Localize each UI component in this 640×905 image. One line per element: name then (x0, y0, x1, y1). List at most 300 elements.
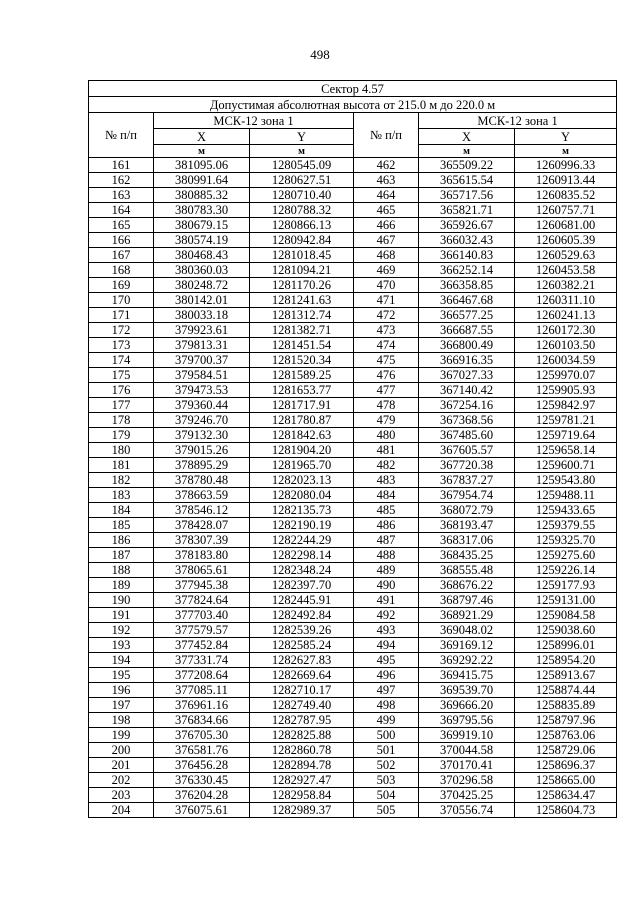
y-value-left: 1280627.51 (250, 173, 354, 188)
point-number-left: 201 (89, 758, 154, 773)
point-number-left: 184 (89, 503, 154, 518)
y-value-right: 1260103.50 (515, 338, 617, 353)
y-value-left: 1280788.32 (250, 203, 354, 218)
x-value-right: 365717.56 (419, 188, 515, 203)
point-number-right: 484 (354, 488, 419, 503)
point-number-left: 169 (89, 278, 154, 293)
x-value-left: 377208.64 (154, 668, 250, 683)
table-row (89, 518, 617, 533)
y-value-right: 1258797.96 (515, 713, 617, 728)
point-number-right: 478 (354, 398, 419, 413)
x-value-right: 369666.20 (419, 698, 515, 713)
x-value-left: 380468.43 (154, 248, 250, 263)
table-row (89, 698, 617, 713)
x-value-left: 378183.80 (154, 548, 250, 563)
x-unit-left: м (154, 145, 250, 158)
x-value-left: 378307.39 (154, 533, 250, 548)
y-value-left: 1281842.63 (250, 428, 354, 443)
y-value-right: 1259038.60 (515, 623, 617, 638)
y-value-right: 1259433.65 (515, 503, 617, 518)
point-number-left: 196 (89, 683, 154, 698)
point-number-right: 464 (354, 188, 419, 203)
x-value-left: 376330.45 (154, 773, 250, 788)
y-value-right: 1260835.52 (515, 188, 617, 203)
y-value-left: 1281312.74 (250, 308, 354, 323)
x-value-right: 368555.48 (419, 563, 515, 578)
table-row (89, 638, 617, 653)
x-value-left: 377452.84 (154, 638, 250, 653)
x-value-right: 368435.25 (419, 548, 515, 563)
index-header-right: № п/п (354, 113, 419, 158)
table-row (89, 458, 617, 473)
x-value-left: 379246.70 (154, 413, 250, 428)
table-row (89, 338, 617, 353)
x-value-left: 376581.76 (154, 743, 250, 758)
table-row (89, 578, 617, 593)
table-row (89, 773, 617, 788)
point-number-left: 202 (89, 773, 154, 788)
point-number-right: 491 (354, 593, 419, 608)
y-value-right: 1259970.07 (515, 368, 617, 383)
y-value-left: 1281451.54 (250, 338, 354, 353)
x-value-right: 367254.16 (419, 398, 515, 413)
y-value-left: 1282989.37 (250, 803, 354, 818)
y-value-left: 1281520.34 (250, 353, 354, 368)
x-value-left: 379923.61 (154, 323, 250, 338)
y-value-left: 1282023.13 (250, 473, 354, 488)
point-number-left: 199 (89, 728, 154, 743)
table-row (89, 293, 617, 308)
table-row (89, 503, 617, 518)
point-number-right: 499 (354, 713, 419, 728)
x-value-left: 379700.37 (154, 353, 250, 368)
point-number-right: 490 (354, 578, 419, 593)
x-value-left: 380360.03 (154, 263, 250, 278)
x-value-left: 378428.07 (154, 518, 250, 533)
point-number-right: 475 (354, 353, 419, 368)
y-value-left: 1282894.78 (250, 758, 354, 773)
point-number-left: 173 (89, 338, 154, 353)
x-value-left: 379473.53 (154, 383, 250, 398)
point-number-right: 483 (354, 473, 419, 488)
x-value-right: 370044.58 (419, 743, 515, 758)
y-value-left: 1281780.87 (250, 413, 354, 428)
point-number-left: 191 (89, 608, 154, 623)
table-row (89, 728, 617, 743)
x-value-left: 376834.66 (154, 713, 250, 728)
x-value-right: 367140.42 (419, 383, 515, 398)
point-number-right: 489 (354, 563, 419, 578)
y-value-left: 1282539.26 (250, 623, 354, 638)
point-number-left: 200 (89, 743, 154, 758)
y-value-left: 1282627.83 (250, 653, 354, 668)
coordinate-rows (89, 158, 617, 818)
table-row (89, 173, 617, 188)
x-value-right: 365615.54 (419, 173, 515, 188)
point-number-left: 185 (89, 518, 154, 533)
point-number-left: 176 (89, 383, 154, 398)
y-value-right: 1259905.93 (515, 383, 617, 398)
point-number-right: 500 (354, 728, 419, 743)
point-number-left: 179 (89, 428, 154, 443)
x-value-right: 368193.47 (419, 518, 515, 533)
y-value-right: 1259084.58 (515, 608, 617, 623)
point-number-right: 505 (354, 803, 419, 818)
x-value-left: 376456.28 (154, 758, 250, 773)
table-row (89, 758, 617, 773)
y-value-left: 1280942.84 (250, 233, 354, 248)
x-value-right: 366800.49 (419, 338, 515, 353)
table-row (89, 383, 617, 398)
x-value-left: 376961.16 (154, 698, 250, 713)
y-value-right: 1258604.73 (515, 803, 617, 818)
point-number-right: 498 (354, 698, 419, 713)
x-value-right: 365821.71 (419, 203, 515, 218)
x-value-left: 376705.30 (154, 728, 250, 743)
y-value-right: 1260913.44 (515, 173, 617, 188)
point-number-right: 476 (354, 368, 419, 383)
point-number-right: 503 (354, 773, 419, 788)
y-value-right: 1260996.33 (515, 158, 617, 173)
y-value-right: 1260241.13 (515, 308, 617, 323)
y-value-left: 1281653.77 (250, 383, 354, 398)
x-value-left: 380783.30 (154, 203, 250, 218)
point-number-right: 497 (354, 683, 419, 698)
point-number-right: 463 (354, 173, 419, 188)
table-row (89, 668, 617, 683)
x-value-left: 380248.72 (154, 278, 250, 293)
x-value-right: 366467.68 (419, 293, 515, 308)
x-value-right: 368072.79 (419, 503, 515, 518)
x-value-right: 368921.29 (419, 608, 515, 623)
x-value-right: 370296.58 (419, 773, 515, 788)
y-value-left: 1280710.40 (250, 188, 354, 203)
x-value-right: 367837.27 (419, 473, 515, 488)
y-value-right: 1258954.20 (515, 653, 617, 668)
y-value-right: 1260311.10 (515, 293, 617, 308)
y-value-right: 1259842.97 (515, 398, 617, 413)
x-value-right: 369415.75 (419, 668, 515, 683)
point-number-right: 487 (354, 533, 419, 548)
point-number-right: 480 (354, 428, 419, 443)
point-number-right: 501 (354, 743, 419, 758)
table-row (89, 653, 617, 668)
x-header-right: X (419, 129, 515, 145)
point-number-left: 182 (89, 473, 154, 488)
point-number-right: 485 (354, 503, 419, 518)
point-number-left: 189 (89, 578, 154, 593)
y-value-right: 1258913.67 (515, 668, 617, 683)
x-value-right: 366252.14 (419, 263, 515, 278)
x-value-right: 369169.12 (419, 638, 515, 653)
y-value-left: 1282397.70 (250, 578, 354, 593)
table-row (89, 188, 617, 203)
y-value-right: 1260529.63 (515, 248, 617, 263)
table-row (89, 443, 617, 458)
table-row (89, 203, 617, 218)
x-value-right: 369795.56 (419, 713, 515, 728)
point-number-left: 190 (89, 593, 154, 608)
point-number-left: 161 (89, 158, 154, 173)
point-number-right: 468 (354, 248, 419, 263)
y-value-left: 1282749.40 (250, 698, 354, 713)
table-row (89, 158, 617, 173)
table-row (89, 413, 617, 428)
y-value-left: 1282135.73 (250, 503, 354, 518)
y-value-right: 1258665.00 (515, 773, 617, 788)
y-value-right: 1259658.14 (515, 443, 617, 458)
x-value-right: 367485.60 (419, 428, 515, 443)
point-number-left: 194 (89, 653, 154, 668)
y-unit-right: м (515, 145, 617, 158)
sector-title: Сектор 4.57 (89, 81, 617, 97)
y-header-right: Y (515, 129, 617, 145)
table-row (89, 743, 617, 758)
point-number-left: 171 (89, 308, 154, 323)
y-header-left: Y (250, 129, 354, 145)
y-value-left: 1280545.09 (250, 158, 354, 173)
point-number-left: 163 (89, 188, 154, 203)
table-row (89, 623, 617, 638)
point-number-right: 473 (354, 323, 419, 338)
y-value-left: 1281241.63 (250, 293, 354, 308)
y-value-right: 1258729.06 (515, 743, 617, 758)
table-row (89, 233, 617, 248)
x-value-right: 368797.46 (419, 593, 515, 608)
table-row (89, 803, 617, 818)
point-number-right: 481 (354, 443, 419, 458)
point-number-right: 471 (354, 293, 419, 308)
x-value-right: 367605.57 (419, 443, 515, 458)
point-number-left: 197 (89, 698, 154, 713)
x-value-right: 368676.22 (419, 578, 515, 593)
x-value-left: 378546.12 (154, 503, 250, 518)
x-value-left: 380142.01 (154, 293, 250, 308)
y-value-left: 1282080.04 (250, 488, 354, 503)
point-number-right: 466 (354, 218, 419, 233)
y-value-right: 1258696.37 (515, 758, 617, 773)
height-limit-caption: Допустимая абсолютная высота от 215.0 м до 220.0 м (89, 97, 617, 113)
x-value-left: 376204.28 (154, 788, 250, 803)
x-value-left: 379132.30 (154, 428, 250, 443)
x-value-left: 377331.74 (154, 653, 250, 668)
table-row (89, 218, 617, 233)
x-value-left: 377579.57 (154, 623, 250, 638)
y-value-left: 1281904.20 (250, 443, 354, 458)
table-row (89, 473, 617, 488)
x-header-left: X (154, 129, 250, 145)
x-unit-right: м (419, 145, 515, 158)
y-value-right: 1258835.89 (515, 698, 617, 713)
y-value-right: 1259325.70 (515, 533, 617, 548)
table-row (89, 248, 617, 263)
x-value-right: 369539.70 (419, 683, 515, 698)
point-number-left: 165 (89, 218, 154, 233)
point-number-right: 479 (354, 413, 419, 428)
table-row (89, 533, 617, 548)
point-number-left: 174 (89, 353, 154, 368)
point-number-right: 486 (354, 518, 419, 533)
point-number-left: 193 (89, 638, 154, 653)
table-row (89, 278, 617, 293)
point-number-right: 495 (354, 653, 419, 668)
x-value-left: 380033.18 (154, 308, 250, 323)
y-value-right: 1259379.55 (515, 518, 617, 533)
y-value-left: 1282927.47 (250, 773, 354, 788)
point-number-left: 175 (89, 368, 154, 383)
point-number-right: 469 (354, 263, 419, 278)
point-number-left: 198 (89, 713, 154, 728)
point-number-right: 496 (354, 668, 419, 683)
y-value-left: 1282860.78 (250, 743, 354, 758)
x-value-left: 380679.15 (154, 218, 250, 233)
y-value-left: 1282825.88 (250, 728, 354, 743)
x-value-right: 367368.56 (419, 413, 515, 428)
y-value-right: 1259600.71 (515, 458, 617, 473)
point-number-right: 494 (354, 638, 419, 653)
y-value-right: 1258874.44 (515, 683, 617, 698)
table-row (89, 368, 617, 383)
point-number-left: 188 (89, 563, 154, 578)
y-value-left: 1282958.84 (250, 788, 354, 803)
y-value-left: 1281094.21 (250, 263, 354, 278)
y-value-right: 1259719.64 (515, 428, 617, 443)
x-value-right: 366032.43 (419, 233, 515, 248)
point-number-left: 187 (89, 548, 154, 563)
x-value-left: 378663.59 (154, 488, 250, 503)
y-value-right: 1260034.59 (515, 353, 617, 368)
x-value-right: 369048.02 (419, 623, 515, 638)
y-value-left: 1282445.91 (250, 593, 354, 608)
table-row (89, 263, 617, 278)
x-value-left: 377824.64 (154, 593, 250, 608)
y-value-left: 1282787.95 (250, 713, 354, 728)
coordinates-table (88, 80, 617, 818)
point-number-left: 186 (89, 533, 154, 548)
point-number-left: 177 (89, 398, 154, 413)
system-header-left: МСК-12 зона 1 (154, 113, 354, 129)
x-value-right: 366140.83 (419, 248, 515, 263)
x-value-right: 367720.38 (419, 458, 515, 473)
x-value-right: 366577.25 (419, 308, 515, 323)
x-value-right: 369919.10 (419, 728, 515, 743)
table-row (89, 608, 617, 623)
x-value-left: 376075.61 (154, 803, 250, 818)
point-number-right: 462 (354, 158, 419, 173)
point-number-left: 164 (89, 203, 154, 218)
table-row (89, 353, 617, 368)
point-number-left: 166 (89, 233, 154, 248)
table-row (89, 683, 617, 698)
x-value-left: 380574.19 (154, 233, 250, 248)
x-value-left: 379584.51 (154, 368, 250, 383)
y-value-left: 1282492.84 (250, 608, 354, 623)
y-value-left: 1281717.91 (250, 398, 354, 413)
y-value-left: 1281589.25 (250, 368, 354, 383)
point-number-right: 472 (354, 308, 419, 323)
x-value-right: 367027.33 (419, 368, 515, 383)
y-value-left: 1282244.29 (250, 533, 354, 548)
table-row (89, 548, 617, 563)
y-value-right: 1260605.39 (515, 233, 617, 248)
y-value-left: 1282348.24 (250, 563, 354, 578)
x-value-right: 366916.35 (419, 353, 515, 368)
point-number-left: 162 (89, 173, 154, 188)
y-value-right: 1258634.47 (515, 788, 617, 803)
y-value-left: 1282669.64 (250, 668, 354, 683)
y-value-left: 1282585.24 (250, 638, 354, 653)
point-number-right: 465 (354, 203, 419, 218)
table-row (89, 428, 617, 443)
x-value-left: 380885.32 (154, 188, 250, 203)
y-value-right: 1260681.00 (515, 218, 617, 233)
x-value-right: 370170.41 (419, 758, 515, 773)
x-value-right: 366687.55 (419, 323, 515, 338)
y-value-left: 1280866.13 (250, 218, 354, 233)
point-number-left: 204 (89, 803, 154, 818)
x-value-left: 379015.26 (154, 443, 250, 458)
point-number-left: 180 (89, 443, 154, 458)
x-value-left: 378780.48 (154, 473, 250, 488)
point-number-right: 467 (354, 233, 419, 248)
y-value-right: 1260382.21 (515, 278, 617, 293)
table-row (89, 593, 617, 608)
point-number-left: 183 (89, 488, 154, 503)
y-value-right: 1259781.21 (515, 413, 617, 428)
point-number-right: 502 (354, 758, 419, 773)
y-value-right: 1258996.01 (515, 638, 617, 653)
point-number-left: 203 (89, 788, 154, 803)
x-value-left: 377703.40 (154, 608, 250, 623)
y-value-right: 1260172.30 (515, 323, 617, 338)
x-value-left: 380991.64 (154, 173, 250, 188)
y-value-left: 1282190.19 (250, 518, 354, 533)
point-number-left: 195 (89, 668, 154, 683)
y-value-right: 1259226.14 (515, 563, 617, 578)
index-header-left: № п/п (89, 113, 154, 158)
x-value-right: 368317.06 (419, 533, 515, 548)
point-number-left: 170 (89, 293, 154, 308)
table-row (89, 563, 617, 578)
point-number-right: 477 (354, 383, 419, 398)
y-value-left: 1281018.45 (250, 248, 354, 263)
point-number-left: 167 (89, 248, 154, 263)
point-number-right: 474 (354, 338, 419, 353)
y-value-left: 1282710.17 (250, 683, 354, 698)
x-value-right: 366358.85 (419, 278, 515, 293)
table-row (89, 398, 617, 413)
point-number-right: 488 (354, 548, 419, 563)
table-row (89, 713, 617, 728)
y-value-left: 1281170.26 (250, 278, 354, 293)
x-value-right: 365926.67 (419, 218, 515, 233)
x-value-left: 377945.38 (154, 578, 250, 593)
point-number-left: 172 (89, 323, 154, 338)
x-value-left: 378065.61 (154, 563, 250, 578)
point-number-right: 482 (354, 458, 419, 473)
y-value-right: 1259543.80 (515, 473, 617, 488)
x-value-left: 381095.06 (154, 158, 250, 173)
point-number-right: 504 (354, 788, 419, 803)
y-value-right: 1259275.60 (515, 548, 617, 563)
y-value-right: 1259131.00 (515, 593, 617, 608)
x-value-right: 370556.74 (419, 803, 515, 818)
x-value-left: 378895.29 (154, 458, 250, 473)
x-value-right: 370425.25 (419, 788, 515, 803)
page-number: 498 (310, 47, 330, 62)
x-value-left: 377085.11 (154, 683, 250, 698)
x-value-right: 365509.22 (419, 158, 515, 173)
